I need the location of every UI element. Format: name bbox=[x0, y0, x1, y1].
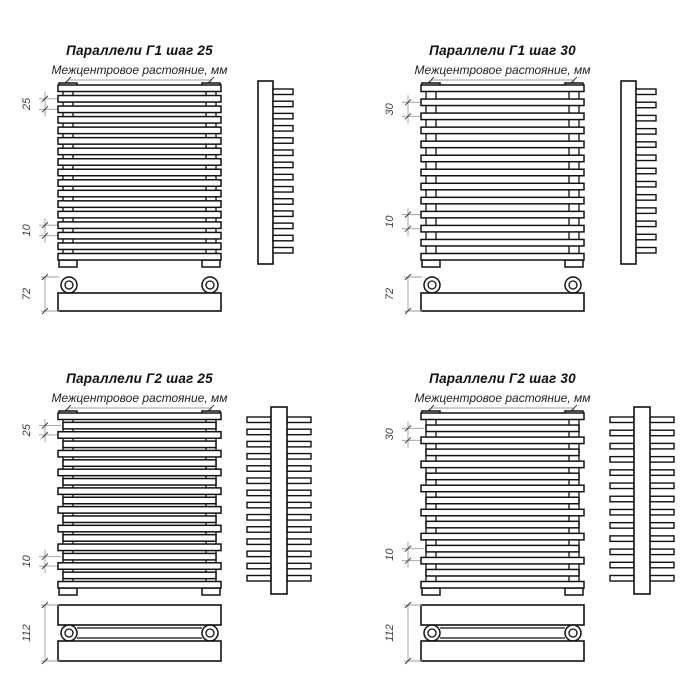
side-view bbox=[247, 407, 311, 594]
radiator-drawing-g2-step30 bbox=[378, 363, 700, 693]
gap-dimension-value: 10 bbox=[21, 555, 33, 568]
radiator-drawing-g1-step25 bbox=[15, 35, 355, 365]
bottom-view bbox=[421, 605, 584, 661]
step-dimension-value: 30 bbox=[384, 428, 396, 441]
step-dimension bbox=[384, 95, 424, 123]
center-distance-label: Межцентровое растояние, мм bbox=[51, 391, 228, 405]
span-dimension bbox=[65, 405, 214, 412]
quadrant-g1-step30 bbox=[378, 35, 700, 365]
height-dimension bbox=[21, 274, 59, 314]
quadrant-title: Параллели Г1 шаг 30 bbox=[429, 43, 576, 58]
quadrant-g2-step30 bbox=[378, 363, 700, 693]
bottom-view bbox=[421, 277, 584, 311]
center-distance-label: Межцентровое растояние, мм bbox=[51, 63, 228, 77]
side-view bbox=[621, 81, 656, 264]
gap-dimension-value: 10 bbox=[21, 224, 33, 237]
step-dimension bbox=[384, 421, 424, 447]
bottom-view bbox=[58, 277, 221, 311]
height-dimension-value: 112 bbox=[384, 624, 396, 642]
quadrant-title: Параллели Г1 шаг 25 bbox=[66, 43, 213, 58]
bottom-view bbox=[58, 605, 221, 661]
front-view bbox=[421, 83, 584, 267]
gap-dimension bbox=[21, 218, 61, 243]
quadrant-title: Параллели Г2 шаг 30 bbox=[429, 371, 576, 386]
quadrant-g1-step25 bbox=[15, 35, 355, 365]
step-dimension-value: 30 bbox=[384, 103, 396, 116]
side-view bbox=[258, 81, 293, 264]
radiator-drawing-g1-step30 bbox=[378, 35, 700, 365]
height-dimension bbox=[384, 274, 422, 314]
front-view bbox=[58, 411, 221, 595]
height-dimension-value: 72 bbox=[21, 287, 33, 301]
gap-dimension-value: 10 bbox=[384, 548, 396, 561]
step-dimension bbox=[21, 92, 61, 117]
gap-dimension bbox=[384, 208, 424, 236]
center-distance-label: Межцентровое растояние, мм bbox=[414, 391, 591, 405]
span-dimension bbox=[428, 405, 577, 412]
gap-dimension bbox=[384, 542, 424, 568]
front-view bbox=[421, 411, 584, 595]
front-view bbox=[58, 83, 221, 267]
step-dimension-value: 25 bbox=[21, 97, 33, 111]
height-dimension bbox=[384, 602, 422, 664]
height-dimension bbox=[21, 602, 59, 664]
step-dimension bbox=[21, 419, 61, 442]
quadrant-title: Параллели Г2 шаг 25 bbox=[66, 371, 213, 386]
center-distance-label: Межцентровое растояние, мм bbox=[414, 63, 591, 77]
radiator-drawing-g2-step25 bbox=[15, 363, 355, 693]
gap-dimension-value: 10 bbox=[384, 215, 396, 228]
height-dimension-value: 72 bbox=[384, 287, 396, 301]
gap-dimension bbox=[21, 550, 61, 573]
side-view bbox=[610, 407, 674, 594]
quadrant-g2-step25 bbox=[15, 363, 355, 693]
span-dimension bbox=[428, 77, 577, 84]
span-dimension bbox=[65, 77, 214, 84]
step-dimension-value: 25 bbox=[21, 424, 33, 437]
height-dimension-value: 112 bbox=[21, 624, 33, 642]
